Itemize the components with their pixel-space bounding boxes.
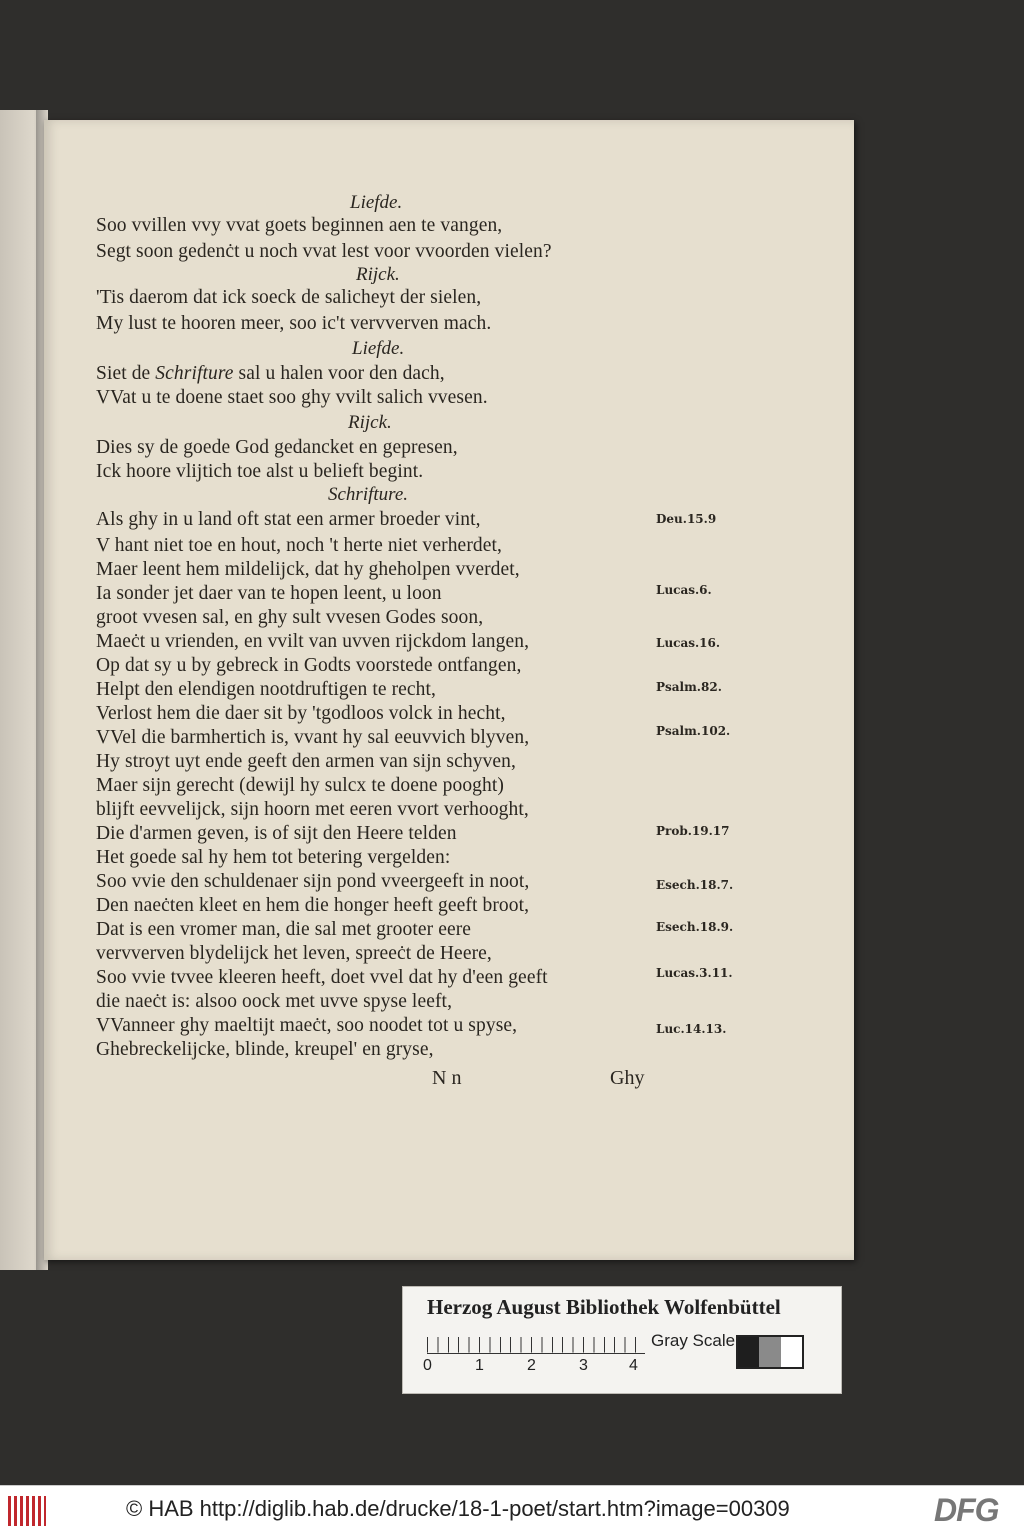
verse-line: Siet de Schrifture sal u halen voor den dach, xyxy=(96,363,445,384)
verse-line: blijft eevvelijck, sijn hoorn met eeren vvort verhooght, xyxy=(96,799,529,820)
library-name: Herzog August Bibliothek Wolfenbüttel xyxy=(427,1295,781,1319)
emphasized-word: Schrifture xyxy=(155,363,234,384)
verse-line: VVat u te doene staet soo ghy vvilt salich vvesen. xyxy=(96,387,488,408)
verse-line: Die d'armen geven, is of sijt den Heere telden xyxy=(96,823,457,844)
verse-line: Segt soon gedenċt u noch vvat lest voor vvoorden vielen? xyxy=(96,241,552,262)
verse-line: Op dat sy u by gebreck in Godts voorstede ontfangen, xyxy=(96,655,522,676)
verse-line: Den naeċten kleet en hem die honger heeft geeft broot, xyxy=(96,895,530,916)
ruler-number: 1 xyxy=(475,1357,484,1374)
verse-line: groot vvesen sal, en ghy sult vvesen Godes soon, xyxy=(96,607,484,628)
verse-line: Maeċt u vrienden, en vvilt van uvven rijckdom langen, xyxy=(96,631,530,652)
verse-line: Hy stroyt uyt ende geeft den armen van sijn schyven, xyxy=(96,751,517,772)
copyright-link[interactable]: © HAB http://diglib.hab.de/drucke/18-1-poet/start.htm?image=00309 xyxy=(126,1496,790,1521)
verse-line: Ick hoore vlijtich toe alst u belieft begint. xyxy=(96,461,424,482)
verse-line: Ia sonder jet daer van te hopen leent, u loon xyxy=(96,583,442,604)
marginal-note: Lucas.16. xyxy=(656,636,721,650)
verse-line: Dat is een vromer man, die sal met grooter eere xyxy=(96,919,472,940)
catchword: Ghy xyxy=(610,1067,645,1089)
ruler-number: 3 xyxy=(579,1357,588,1374)
marginal-note: Psalm.82. xyxy=(656,680,722,694)
verse-line: Soo vvie tvvee kleeren heeft, doet vvel dat hy d'een geeft xyxy=(96,967,548,988)
marginal-note: Lucas.6. xyxy=(656,583,712,597)
verse-line: 'Tis daerom dat ick soeck de salicheyt der sielen, xyxy=(96,287,482,308)
gray-scale-label: Gray Scale xyxy=(651,1331,736,1350)
verse-line: vervverven blydelijck het leven, spreeċt de Heere, xyxy=(96,943,492,964)
ruler-number: 2 xyxy=(527,1357,536,1374)
marginal-note: Prob.19.17 xyxy=(656,824,730,838)
verse-line: VVel die barmhertich is, vvant hy sal eeuvvich blyven, xyxy=(96,727,530,748)
color-target-card xyxy=(402,1286,842,1394)
hab-logo-icon xyxy=(8,1496,46,1526)
marginal-note: Deu.15.9 xyxy=(656,512,717,526)
verse-line: Helpt den elendigen nootdruftigen te recht, xyxy=(96,679,437,700)
verse-line: Maer sijn gerecht (dewijl hy sulcx te doene pooght) xyxy=(96,775,504,796)
marginal-note: Psalm.102. xyxy=(656,724,731,738)
verse-line: Als ghy in u land oft stat een armer broeder vint, xyxy=(96,509,481,530)
dfg-logo: DFG xyxy=(934,1492,999,1528)
gray-scale-swatch xyxy=(736,1335,804,1369)
signature-mark: N n xyxy=(432,1067,462,1089)
verse-line: Dies sy de goede God gedancket en gepresen, xyxy=(96,437,458,458)
verse-line: VVanneer ghy maeltijt maeċt, soo noodet tot u spyse, xyxy=(96,1015,518,1036)
speaker-heading: Liefde. xyxy=(352,338,405,359)
viewer-footer xyxy=(0,1485,1024,1536)
verse-line: Soo vvie den schuldenaer sijn pond vveergeeft in noot, xyxy=(96,871,530,892)
verse-line: Het goede sal hy hem tot betering vergelden: xyxy=(96,847,451,868)
marginal-note: Esech.18.7. xyxy=(656,878,734,892)
scale-ruler xyxy=(427,1327,645,1354)
verse-line: V hant niet toe en hout, noch 't herte niet verherdet, xyxy=(96,535,503,556)
ruler-number: 0 xyxy=(423,1357,432,1374)
marginal-note: Luc.14.13. xyxy=(656,1022,727,1036)
speaker-heading: Rijck. xyxy=(356,264,400,285)
speaker-heading: Liefde. xyxy=(350,192,403,213)
verse-line: die naeċt is: alsoo oock met uvve spyse leeft, xyxy=(96,991,453,1012)
speaker-heading: Schrifture. xyxy=(328,484,409,505)
verse-line: Maer leent hem mildelijck, dat hy gheholpen vverdet, xyxy=(96,559,520,580)
verse-line: Verlost hem die daer sit by 'tgodloos volck in hecht, xyxy=(96,703,506,724)
marginal-note: Lucas.3.11. xyxy=(656,966,733,980)
speaker-heading: Rijck. xyxy=(348,412,392,433)
verse-line: Ghebreckelijcke, blinde, kreupel' en gryse, xyxy=(96,1039,434,1060)
marginal-note: Esech.18.9. xyxy=(656,920,734,934)
verse-line: My lust te hooren meer, soo ic't vervverven mach. xyxy=(96,313,492,334)
ruler-number: 4 xyxy=(629,1357,638,1374)
verse-line: Soo vvillen vvy vvat goets beginnen aen te vangen, xyxy=(96,215,503,236)
